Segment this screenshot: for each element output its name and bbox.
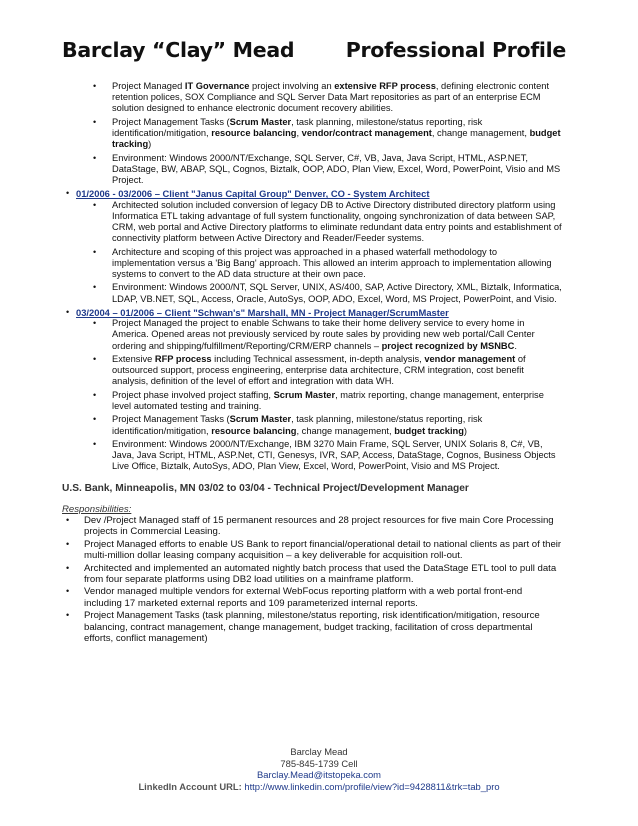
intro-bullet-list bbox=[62, 81, 562, 186]
job-entry bbox=[62, 307, 562, 473]
job-entry bbox=[62, 188, 562, 304]
list-item: • Project Management Tasks (Scrum Master, task planning, milestone/status reporting, risk identification/mitigation, resource balancing, vendor/contract management, change management, budget tracking) bbox=[62, 117, 562, 151]
responsibilities-label: Responsibilities: bbox=[62, 503, 132, 515]
header bbox=[62, 38, 566, 68]
usbank-heading: U.S. Bank, Minneapolis, MN 03/02 to 03/04 - Technical Project/Development Manager bbox=[62, 482, 469, 494]
document-title: Professional Profile bbox=[345, 38, 566, 62]
list-item: • Environment: Windows 2000/NT/Exchange, IBM 3270 Main Frame, SQL Server, UNIX Solaris 8, C#, VB, Java, Java Script, HTML, ASP.Net, CTI, Genesys, IVR, SAP, Access, DataStage, Cognos, Business Objects Live Office, Biztalk, AutoSys, ADO, Plan View, Excel, Word, PowerPoint, Visio and MS Project. bbox=[62, 439, 562, 473]
linkedin-url-link[interactable]: http://www.linkedin.com/profile/view?id=9428811&trk=tab_pro bbox=[244, 780, 500, 792]
footer-name: Barclay Mead bbox=[290, 746, 348, 757]
list-item: • Architecture and scoping of this project was approached in a phased waterfall methodology to implementation versus a 'Big Bang' approach. This allowed an interim approach to implementation allowing systems to convert to the AD data structure at their own pace. bbox=[62, 247, 562, 281]
footer-phone: 785-845-1739 Cell bbox=[280, 757, 358, 769]
list-item: • Dev /Project Managed staff of 15 permanent resources and 28 project resources for five main Core Processing projects in Commercial Leasing. bbox=[62, 515, 562, 538]
footer-linkedin bbox=[0, 781, 638, 793]
list-item: • Architected solution included conversion of legacy DB to Active Directory distributed directory platform using Informatica ETL taking advantage of full system functionality, ongoing synchronization of data between SAP, CRM, web portal and Active Directory platforms to eliminate redundant data entry points and establishment of connectivity platform between Active Directory and Reader/Feeder systems. bbox=[62, 200, 562, 245]
list-item: • Vendor managed multiple vendors for external WebFocus reporting platform with a web portal front-end including 17 marketed external reports and 109 parameterized internal reports. bbox=[62, 586, 562, 609]
list-item: • Project Managed IT Governance project involving an extensive RFP process, defining electronic content retention polices, SOX Compliance and SQL Server Data Mart repositories as part of an enterprise ECM solution designed to enhance electronic document recovery abilities. bbox=[62, 81, 562, 115]
job-title: • 03/2004 – 01/2006 – Client "Schwan's" Marshall, MN - Project Manager/ScrumMaster bbox=[76, 306, 449, 318]
list-item: • Project Managed efforts to enable US Bank to report financial/operational detail to national clients as part of their multi-million dollar leasing company acquisition – a key deliverable for acquisition roll-out. bbox=[62, 539, 562, 562]
job-title: • 01/2006 - 03/2006 – Client "Janus Capital Group" Denver, CO - System Architect bbox=[76, 188, 430, 200]
list-item: • Project Managed the project to enable Schwans to take their home delivery service to every home in America. Opened areas not previously serviced by route sales by providing new web portal/Call Center ordering and shipping/fulfillment/Reporting/CRM/ERP channels – project recognized by MSNBC. bbox=[62, 318, 562, 352]
list-item: • Project Management Tasks (task planning, milestone/status reporting, risk identification/mitigation, resource balancing, contract management, change management, budget tracking, facilitation of cross departmental efforts, conflict management) bbox=[62, 610, 562, 644]
list-item: • Environment: Windows 2000/NT/Exchange, SQL Server, C#, VB, Java, Java Script, HTML, ASP.NET, DataStage, BW, ABAP, SQL, Cognos, Biztalk, OOP, ADO, Plan View, Excel, Word, PowerPoint, Visio and MS Project. bbox=[62, 153, 562, 187]
footer bbox=[0, 746, 638, 792]
responsibilities-list bbox=[62, 515, 562, 644]
list-item: • Architected and implemented an automated nightly batch process that used the DataStage ETL tool to pull data from four separate platforms using DB2 load utilities on a mainframe platform. bbox=[62, 563, 562, 586]
job-list bbox=[62, 188, 562, 472]
resume-body bbox=[62, 81, 562, 645]
list-item: • Project phase involved project staffing, Scrum Master, matrix reporting, change management, enterprise level automated testing and training. bbox=[62, 390, 562, 412]
list-item: • Project Management Tasks (Scrum Master, task planning, milestone/status reporting, risk identification/mitigation, resource balancing, change management, budget tracking) bbox=[62, 414, 562, 436]
linkedin-label: LinkedIn Account URL: bbox=[138, 780, 242, 792]
list-item: • Extensive RFP process including Technical assessment, in-depth analysis, vendor management of outsourced support, process engineering, enterprise data architecture, CRM integration, cost benefit analysis, definition of the level of effort and integration with data WH. bbox=[62, 354, 562, 388]
list-item: • Environment: Windows 2000/NT, SQL Server, UNIX, AS/400, SAP, Active Directory, XML, Biztalk, Informatica, LDAP, VB.NET, SQL, Access, Oracle, AutoSys, OOP, ADO, Excel, Word, MS Project, PowerPoint, and Visio. bbox=[62, 282, 562, 304]
candidate-name: Barclay “Clay” Mead bbox=[62, 38, 295, 62]
footer-email-link[interactable]: Barclay.Mead@itstopeka.com bbox=[257, 769, 381, 781]
